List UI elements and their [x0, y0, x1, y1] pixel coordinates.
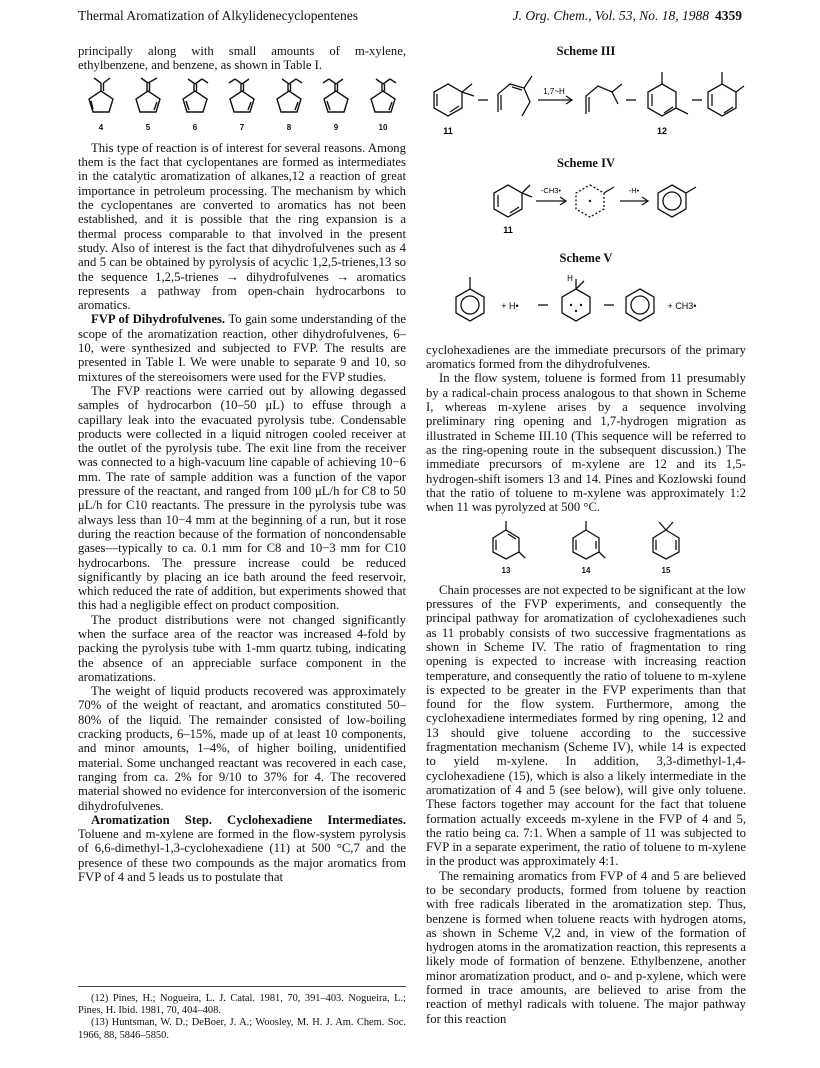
structure-label: 15: [661, 566, 671, 576]
structure-5: [125, 77, 171, 135]
dihydrofulvene-structures: [78, 77, 406, 135]
structure-label: 10: [378, 122, 388, 132]
structure-4: [78, 77, 124, 135]
section-heading: Aromatization Step. Cyclohexadiene Intermediates.: [91, 812, 406, 827]
scheme-arrow-label: 1,7~H: [543, 87, 565, 97]
scheme-arrow-label: -CH3•: [540, 185, 562, 195]
structure-14: [563, 520, 609, 578]
structure-15: [643, 520, 689, 578]
paragraph: The FVP reactions were carried out by allowing degassed samples of hydrocarbon (10–50 μL) to effuse through a capillary leak into the evacuated pyrolysis tube. Condensable products were collected in a liquid nitrogen cooled receiver at the outlet of the pyrolysis tube. The exit line from the receiver was connected to a high-vacuum line capable of achieving 10−6 mm. The rate of sample addition was a function of the vapor pressure of the reactant, and ranged from 100 μL/h for C8 to 50 μL/h for C10 reactants. The pressure in the pyrolysis tube was always less than 10−4 mm at the beginning of a run, but it rose during the reaction because of the formation of noncondensable gases—typically to ca. 0.1 mm for C8 and 10−3 mm for C10 hydrocarbons. The pressure increase could be reduced significantly by placing an ice bath around the feed reservoir, which reduced the rate of addition, but experiments showed that this had a negligible effect on product composition.: [78, 383, 406, 613]
structure-label: 5: [145, 122, 151, 132]
paragraph: In the flow system, toluene is formed from 11 presumably by a radical-chain process analogous to that shown in Scheme I, whereas m-xylene arises by a sequence involving preliminary ring opening and 1,7-hydrogen migration as illustrated in Scheme III.10 (This sequence will be referred to as the ring-opening route in the subsequent discussion.) The immediate precursors of m-xylene are 12 and its 1,5-hydrogen-shift isomers 13 and 14. Pines and Kozlowski found that the ratio of toluene to m-xylene was approximately 1:2 when 11 was pyrolyzed at 500 °C.: [426, 371, 746, 515]
compound-label: 11: [503, 224, 513, 235]
compound-label: 11: [443, 126, 453, 137]
paragraph: This type of reaction is of interest for several reasons. Among them is the fact that cyclopentanes are formed as intermediates in the catalytic aromatization of alkanes,12 a reaction of great importance in petroleum processing. The mechanism by which the cyclopentanes are converted to aromatics has not been established, and it is possible that the ring expansion is a thermal process comparable to that involved in the present study. Also of interest is the fact that dihydrofulvenes such as 4 and 5 can be obtained by pyrolysis of acyclic 1,2,5-trienes,13 so the sequence 1,2,5-trienes → dihydrofulvenes → aromatics represents a pathway from open-chain hydrocarbons to aromatics.: [78, 140, 406, 313]
structure-10: [360, 77, 406, 135]
journal-citation: J. Org. Chem., Vol. 53, No. 18, 1988: [512, 8, 709, 23]
structure-13: [483, 520, 529, 578]
scheme-title: Scheme III: [556, 44, 616, 58]
scheme-v: [426, 251, 746, 333]
section-heading: FVP of Dihydrofulvenes.: [91, 312, 226, 327]
scheme-iii: [426, 44, 746, 146]
structure-label: 9: [333, 122, 339, 132]
structure-label: 7: [239, 122, 245, 132]
footnote-13: (13) Huntsman, W. D.; DeBoer, J. A.; Woosley, M. H. J. Am. Chem. Soc. 1966, 88, 5846–5850.: [78, 1017, 406, 1041]
scheme-iv: [426, 156, 746, 240]
footnote-12: (12) Pines, H.; Nogueira, L. J. Catal. 1981, 70, 391–403. Nogueira, L.; Pines, H. Ibid. 1981, 70, 404–408.: [78, 993, 406, 1017]
scheme-iii-drawing: [426, 62, 746, 146]
left-column: [78, 44, 406, 884]
scheme-arrow-label: -H•: [628, 185, 640, 195]
scheme-reagent: + CH3•: [667, 300, 697, 311]
paragraph: The weight of liquid products recovered was approximately 70% of the weight of reactant, and aromatics constituted 50–80% of the liquid. The remainder consisted of low-boiling cracking products, 6–15%, made up of at least 10 components, and minor amounts, 1–4%, of higher boiling, unidentified material. Some unchanged reactant was recovered in each case, ranging from ca. 2% for 9/10 to 37% for 4. The recovered material showed no evidence for interconversion of the isomeric dihydrofulvenes.: [78, 684, 406, 813]
structure-8: [266, 77, 312, 135]
paragraph-text: To gain some understanding of the scope of the aromatization reaction, other dihydrofulvenes, 6–10, were synthesized and subjected to FVP. The results are presented in Table I. We were unable to separate 9 and 10, so mixtures of the stereoisomers were used for the FVP studies.: [78, 312, 406, 384]
compound-label: 12: [656, 126, 668, 137]
paragraph: cyclohexadienes are the immediate precursors of the primary aromatics formed from the dihydrofulvenes.: [426, 342, 746, 372]
paragraph: principally along with small amounts of m-xylene, ethylbenzene, and benzene, as shown in Table I.: [78, 44, 406, 73]
structure-label: 4: [98, 122, 104, 132]
paragraph-text: Toluene and m-xylene are formed in the flow-system pyrolysis of 6,6-dimethyl-1,3-cyclohexadiene (11) at 500 °C,7 and the presence of these two compounds as the major aromatics from FVP of 4 and 5 leads us to postulate that: [78, 827, 406, 885]
scheme-atom-label: H: [567, 273, 573, 283]
scheme-reagent: + H•: [501, 300, 519, 311]
structure-7: [219, 77, 265, 135]
structure-label: 13: [501, 566, 511, 576]
footnotes: [78, 986, 406, 1042]
paragraph: Chain processes are not expected to be significant at the low pressures of the FVP experiments, and consequently the principal pathway for aromatization of cyclohexadienes such as 11 probably consists of two successive fragmentations as shown in Scheme IV. The ratio of fragmentation to ring opening is expected to increase with increasing reaction temperature, and consequently the ratio of toluene to m-xylene is expected to be greater in the FVP experiments than that found for the flow system. Furthermore, among the cyclohexadiene intermediates formed by ring opening, 12 and 13 should give toluene according to the successive fragmentation mechanism (Scheme IV), while 14 is expected to yield m-xylene. In addition, 3,3-dimethyl-1,4-cyclohexadiene (15), which is also a likely intermediate in the aromatization of 4 and 5 (see below), will give only toluene. These factors together may account for the fact that toluene formation actually exceeds m-xylene in the FVP of 4 and 5, the ratio being ca. 7:1. When a sample of 11 was subjected to FVP in a separate experiment, the ratio of toluene to m-xylene in the product was approximately 4:1.: [426, 582, 746, 869]
structure-label: 14: [581, 566, 591, 576]
header-journal: [513, 8, 742, 24]
structure-9: [313, 77, 359, 135]
structure-label: 6: [192, 122, 198, 132]
header-title: Thermal Aromatization of Alkylidenecyclopentenes: [78, 8, 359, 23]
paragraph: The product distributions were not changed significantly when the surface area of the reactor was increased 4-fold by packing the pyrolysis tube with 1-mm quartz tubing, indicating the absence of an appreciable surface component in the aromatizations.: [78, 612, 406, 684]
paragraph-fvp: [78, 312, 406, 383]
scheme-title: Scheme V: [559, 250, 613, 265]
scheme-v-drawing: [426, 269, 746, 333]
paragraph-aromatization: [78, 813, 406, 884]
running-header: [78, 8, 742, 26]
cyclohexadiene-structures: [426, 520, 746, 578]
structure-label: 8: [286, 122, 292, 132]
paragraph: The remaining aromatics from FVP of 4 and 5 are believed to be secondary products, formed from toluene by reaction with free radicals liberated in the aromatization step. Thus, benzene is formed when toluene reacts with hydrogen atoms, as shown in Scheme V,2 and, in view of the formation of hydrogen atoms in the aromatization reaction, this represents a likely mode of formation of benzene. Ethylbenzene, another minor aromatization product, and o- and p-xylene, which were formed in trace amounts, are believed to arise from the reaction of methyl radicals with toluene. The major pathway for this reaction: [426, 868, 746, 1026]
right-column: [426, 44, 746, 1026]
structure-6: [172, 77, 218, 135]
scheme-iv-drawing: [426, 175, 746, 241]
page-number: 4359: [715, 8, 742, 23]
scheme-title: Scheme IV: [557, 156, 615, 171]
